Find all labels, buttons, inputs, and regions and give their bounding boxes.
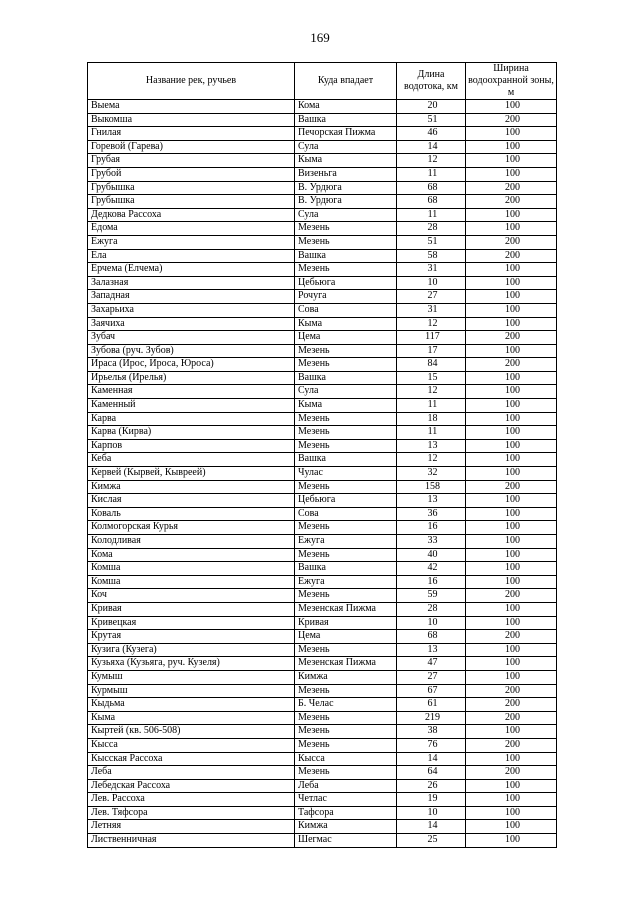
table-row bbox=[88, 548, 557, 562]
cell-river-name: Коч bbox=[88, 589, 295, 603]
cell-length: 13 bbox=[397, 439, 466, 453]
cell-length: 12 bbox=[397, 385, 466, 399]
table-row bbox=[88, 439, 557, 453]
cell-length: 40 bbox=[397, 548, 466, 562]
cell-zone-width: 100 bbox=[466, 507, 557, 521]
cell-flows-into: Сула bbox=[295, 140, 397, 154]
table-row bbox=[88, 303, 557, 317]
table-row bbox=[88, 167, 557, 181]
cell-flows-into: Б. Челас bbox=[295, 698, 397, 712]
header-river-name: Название рек, ручьев bbox=[88, 63, 295, 100]
header-zone-width: Ширина водоохранной зоны, м bbox=[466, 63, 557, 100]
cell-river-name: Кривая bbox=[88, 602, 295, 616]
cell-river-name: Захарьиха bbox=[88, 303, 295, 317]
cell-river-name: Лебедская Рассоха bbox=[88, 779, 295, 793]
cell-flows-into: Мезень bbox=[295, 412, 397, 426]
cell-zone-width: 100 bbox=[466, 385, 557, 399]
cell-length: 11 bbox=[397, 208, 466, 222]
cell-zone-width: 100 bbox=[466, 303, 557, 317]
cell-zone-width: 100 bbox=[466, 535, 557, 549]
cell-flows-into: Вашка bbox=[295, 249, 397, 263]
cell-river-name: Лиственничная bbox=[88, 834, 295, 848]
cell-flows-into: Тафсора bbox=[295, 806, 397, 820]
cell-zone-width: 100 bbox=[466, 100, 557, 114]
cell-river-name: Кысская Рассоха bbox=[88, 752, 295, 766]
cell-length: 10 bbox=[397, 806, 466, 820]
cell-length: 15 bbox=[397, 371, 466, 385]
cell-zone-width: 100 bbox=[466, 127, 557, 141]
cell-length: 14 bbox=[397, 140, 466, 154]
rivers-table bbox=[87, 62, 557, 848]
cell-length: 12 bbox=[397, 317, 466, 331]
cell-river-name: Лев. Рассоха bbox=[88, 793, 295, 807]
cell-flows-into: В. Урдюга bbox=[295, 181, 397, 195]
cell-flows-into: Чулас bbox=[295, 467, 397, 481]
cell-zone-width: 100 bbox=[466, 616, 557, 630]
cell-flows-into: Вашка bbox=[295, 113, 397, 127]
header-flows-into: Куда впадает bbox=[295, 63, 397, 100]
cell-length: 10 bbox=[397, 616, 466, 630]
cell-length: 51 bbox=[397, 235, 466, 249]
table-row bbox=[88, 535, 557, 549]
cell-zone-width: 100 bbox=[466, 806, 557, 820]
table-row bbox=[88, 235, 557, 249]
cell-river-name: Дедкова Рассоха bbox=[88, 208, 295, 222]
cell-flows-into: Сова bbox=[295, 303, 397, 317]
cell-length: 68 bbox=[397, 181, 466, 195]
cell-zone-width: 100 bbox=[466, 290, 557, 304]
table-row bbox=[88, 494, 557, 508]
cell-zone-width: 100 bbox=[466, 548, 557, 562]
cell-length: 36 bbox=[397, 507, 466, 521]
cell-river-name: Кимжа bbox=[88, 480, 295, 494]
cell-length: 19 bbox=[397, 793, 466, 807]
cell-flows-into: Мезень bbox=[295, 766, 397, 780]
table-row bbox=[88, 711, 557, 725]
cell-river-name: Гнилая bbox=[88, 127, 295, 141]
cell-flows-into: Кимжа bbox=[295, 670, 397, 684]
table-row bbox=[88, 752, 557, 766]
cell-flows-into: Мезень bbox=[295, 344, 397, 358]
table-row bbox=[88, 738, 557, 752]
cell-length: 10 bbox=[397, 276, 466, 290]
cell-flows-into: Мезень bbox=[295, 358, 397, 372]
cell-river-name: Кузьяха (Кузьяга, руч. Кузеля) bbox=[88, 657, 295, 671]
cell-river-name: Колодливая bbox=[88, 535, 295, 549]
cell-flows-into: Мезень bbox=[295, 222, 397, 236]
table-row bbox=[88, 290, 557, 304]
cell-length: 11 bbox=[397, 399, 466, 413]
cell-flows-into: Мезень bbox=[295, 521, 397, 535]
cell-flows-into: Кысса bbox=[295, 752, 397, 766]
cell-zone-width: 100 bbox=[466, 412, 557, 426]
cell-zone-width: 100 bbox=[466, 263, 557, 277]
table-row bbox=[88, 834, 557, 848]
cell-flows-into: Кыма bbox=[295, 317, 397, 331]
table-row bbox=[88, 684, 557, 698]
table-row bbox=[88, 344, 557, 358]
cell-river-name: Кыдьма bbox=[88, 698, 295, 712]
cell-river-name: Коваль bbox=[88, 507, 295, 521]
table-row bbox=[88, 208, 557, 222]
cell-river-name: Лев. Тяфсора bbox=[88, 806, 295, 820]
cell-length: 68 bbox=[397, 195, 466, 209]
cell-flows-into: Мезень bbox=[295, 738, 397, 752]
cell-river-name: Зубова (руч. Зубов) bbox=[88, 344, 295, 358]
cell-zone-width: 100 bbox=[466, 222, 557, 236]
header-length: Длина водотока, км bbox=[397, 63, 466, 100]
cell-river-name: Горевой (Гарева) bbox=[88, 140, 295, 154]
table-row bbox=[88, 358, 557, 372]
table-row bbox=[88, 181, 557, 195]
cell-zone-width: 200 bbox=[466, 331, 557, 345]
cell-river-name: Кыртей (кв. 506-508) bbox=[88, 725, 295, 739]
table-header-row bbox=[88, 63, 557, 100]
table-row bbox=[88, 616, 557, 630]
cell-length: 25 bbox=[397, 834, 466, 848]
cell-flows-into: Мезень bbox=[295, 589, 397, 603]
cell-zone-width: 100 bbox=[466, 670, 557, 684]
table-row bbox=[88, 317, 557, 331]
cell-flows-into: Цема bbox=[295, 630, 397, 644]
cell-zone-width: 100 bbox=[466, 467, 557, 481]
cell-length: 16 bbox=[397, 521, 466, 535]
cell-flows-into: Кыма bbox=[295, 154, 397, 168]
table-row bbox=[88, 453, 557, 467]
cell-river-name: Леба bbox=[88, 766, 295, 780]
cell-flows-into: Шегмас bbox=[295, 834, 397, 848]
cell-flows-into: Мезень bbox=[295, 548, 397, 562]
table-row bbox=[88, 263, 557, 277]
cell-length: 61 bbox=[397, 698, 466, 712]
cell-zone-width: 100 bbox=[466, 562, 557, 576]
cell-length: 28 bbox=[397, 602, 466, 616]
cell-flows-into: Мезень bbox=[295, 263, 397, 277]
cell-flows-into: Цебьюга bbox=[295, 494, 397, 508]
table-row bbox=[88, 331, 557, 345]
table-row bbox=[88, 766, 557, 780]
cell-flows-into: Цема bbox=[295, 331, 397, 345]
cell-zone-width: 200 bbox=[466, 235, 557, 249]
cell-zone-width: 200 bbox=[466, 711, 557, 725]
cell-flows-into: Мезень bbox=[295, 684, 397, 698]
cell-length: 27 bbox=[397, 670, 466, 684]
cell-flows-into: Сула bbox=[295, 385, 397, 399]
cell-zone-width: 200 bbox=[466, 766, 557, 780]
cell-length: 33 bbox=[397, 535, 466, 549]
table-row bbox=[88, 820, 557, 834]
cell-length: 51 bbox=[397, 113, 466, 127]
table-row bbox=[88, 412, 557, 426]
cell-length: 27 bbox=[397, 290, 466, 304]
cell-length: 11 bbox=[397, 167, 466, 181]
cell-river-name: Кузига (Кузега) bbox=[88, 643, 295, 657]
cell-length: 67 bbox=[397, 684, 466, 698]
cell-zone-width: 200 bbox=[466, 738, 557, 752]
cell-length: 158 bbox=[397, 480, 466, 494]
cell-river-name: Грубышка bbox=[88, 181, 295, 195]
cell-zone-width: 100 bbox=[466, 602, 557, 616]
cell-river-name: Кумыш bbox=[88, 670, 295, 684]
cell-zone-width: 100 bbox=[466, 657, 557, 671]
cell-length: 14 bbox=[397, 820, 466, 834]
table-row bbox=[88, 698, 557, 712]
cell-length: 18 bbox=[397, 412, 466, 426]
cell-length: 68 bbox=[397, 630, 466, 644]
cell-zone-width: 200 bbox=[466, 684, 557, 698]
cell-length: 31 bbox=[397, 263, 466, 277]
table-row bbox=[88, 521, 557, 535]
cell-river-name: Грубая bbox=[88, 154, 295, 168]
cell-length: 13 bbox=[397, 494, 466, 508]
table-row bbox=[88, 725, 557, 739]
cell-river-name: Ела bbox=[88, 249, 295, 263]
cell-length: 14 bbox=[397, 752, 466, 766]
cell-river-name: Карва bbox=[88, 412, 295, 426]
cell-flows-into: Мезенская Пижма bbox=[295, 657, 397, 671]
table-row bbox=[88, 276, 557, 290]
cell-zone-width: 100 bbox=[466, 276, 557, 290]
table-row bbox=[88, 779, 557, 793]
table-row bbox=[88, 371, 557, 385]
table-row bbox=[88, 222, 557, 236]
cell-length: 12 bbox=[397, 154, 466, 168]
cell-zone-width: 100 bbox=[466, 521, 557, 535]
cell-zone-width: 100 bbox=[466, 834, 557, 848]
cell-flows-into: Ежуга bbox=[295, 535, 397, 549]
cell-length: 58 bbox=[397, 249, 466, 263]
table-row bbox=[88, 140, 557, 154]
cell-length: 28 bbox=[397, 222, 466, 236]
cell-zone-width: 200 bbox=[466, 480, 557, 494]
cell-zone-width: 200 bbox=[466, 113, 557, 127]
cell-length: 26 bbox=[397, 779, 466, 793]
cell-river-name: Едома bbox=[88, 222, 295, 236]
cell-length: 76 bbox=[397, 738, 466, 752]
cell-zone-width: 200 bbox=[466, 630, 557, 644]
cell-river-name: Кислая bbox=[88, 494, 295, 508]
cell-zone-width: 100 bbox=[466, 154, 557, 168]
cell-zone-width: 100 bbox=[466, 344, 557, 358]
cell-flows-into: Леба bbox=[295, 779, 397, 793]
cell-flows-into: Вашка bbox=[295, 371, 397, 385]
cell-river-name: Кервей (Кырвей, Кывреей) bbox=[88, 467, 295, 481]
table-row bbox=[88, 467, 557, 481]
cell-river-name: Грубой bbox=[88, 167, 295, 181]
cell-river-name: Карва (Кирва) bbox=[88, 426, 295, 440]
table-row bbox=[88, 127, 557, 141]
cell-length: 32 bbox=[397, 467, 466, 481]
cell-zone-width: 100 bbox=[466, 575, 557, 589]
table-row bbox=[88, 643, 557, 657]
table-row bbox=[88, 426, 557, 440]
table-row bbox=[88, 670, 557, 684]
cell-length: 42 bbox=[397, 562, 466, 576]
cell-zone-width: 200 bbox=[466, 181, 557, 195]
cell-length: 59 bbox=[397, 589, 466, 603]
cell-flows-into: Кимжа bbox=[295, 820, 397, 834]
cell-length: 219 bbox=[397, 711, 466, 725]
cell-zone-width: 100 bbox=[466, 453, 557, 467]
table-row bbox=[88, 562, 557, 576]
table-row bbox=[88, 113, 557, 127]
cell-river-name: Крутая bbox=[88, 630, 295, 644]
cell-length: 117 bbox=[397, 331, 466, 345]
table-row bbox=[88, 806, 557, 820]
cell-river-name: Залазная bbox=[88, 276, 295, 290]
cell-river-name: Грубышка bbox=[88, 195, 295, 209]
cell-river-name: Комша bbox=[88, 575, 295, 589]
cell-flows-into: Кыма bbox=[295, 399, 397, 413]
cell-river-name: Выкомша bbox=[88, 113, 295, 127]
cell-length: 31 bbox=[397, 303, 466, 317]
cell-zone-width: 100 bbox=[466, 167, 557, 181]
table-row bbox=[88, 793, 557, 807]
table-row bbox=[88, 154, 557, 168]
cell-flows-into: Четлас bbox=[295, 793, 397, 807]
cell-flows-into: Цебьюга bbox=[295, 276, 397, 290]
cell-length: 16 bbox=[397, 575, 466, 589]
cell-river-name: Заячиха bbox=[88, 317, 295, 331]
cell-flows-into: Мезень bbox=[295, 643, 397, 657]
cell-length: 17 bbox=[397, 344, 466, 358]
cell-flows-into: Вашка bbox=[295, 453, 397, 467]
cell-river-name: Ираса (Ирос, Ироса, Юроса) bbox=[88, 358, 295, 372]
cell-flows-into: Рочуга bbox=[295, 290, 397, 304]
cell-zone-width: 100 bbox=[466, 779, 557, 793]
cell-zone-width: 100 bbox=[466, 371, 557, 385]
cell-length: 20 bbox=[397, 100, 466, 114]
table-row bbox=[88, 602, 557, 616]
table-row bbox=[88, 195, 557, 209]
cell-flows-into: Мезень bbox=[295, 235, 397, 249]
cell-flows-into: В. Урдюга bbox=[295, 195, 397, 209]
cell-flows-into: Кривая bbox=[295, 616, 397, 630]
page-number: 169 bbox=[310, 30, 330, 45]
cell-river-name: Комша bbox=[88, 562, 295, 576]
cell-zone-width: 200 bbox=[466, 358, 557, 372]
cell-zone-width: 100 bbox=[466, 439, 557, 453]
cell-river-name: Летняя bbox=[88, 820, 295, 834]
cell-flows-into: Сула bbox=[295, 208, 397, 222]
cell-zone-width: 100 bbox=[466, 643, 557, 657]
cell-flows-into: Печорская Пижма bbox=[295, 127, 397, 141]
table-row bbox=[88, 100, 557, 114]
table-row bbox=[88, 589, 557, 603]
cell-zone-width: 100 bbox=[466, 793, 557, 807]
table-row bbox=[88, 249, 557, 263]
cell-river-name: Ерчема (Елчема) bbox=[88, 263, 295, 277]
table-row bbox=[88, 480, 557, 494]
table-row bbox=[88, 575, 557, 589]
cell-zone-width: 100 bbox=[466, 208, 557, 222]
cell-flows-into: Мезень bbox=[295, 711, 397, 725]
cell-flows-into: Кома bbox=[295, 100, 397, 114]
table-row bbox=[88, 507, 557, 521]
cell-flows-into: Мезень bbox=[295, 480, 397, 494]
cell-river-name: Каменный bbox=[88, 399, 295, 413]
cell-length: 47 bbox=[397, 657, 466, 671]
cell-zone-width: 100 bbox=[466, 426, 557, 440]
cell-zone-width: 100 bbox=[466, 140, 557, 154]
cell-zone-width: 200 bbox=[466, 698, 557, 712]
cell-river-name: Курмыш bbox=[88, 684, 295, 698]
cell-length: 84 bbox=[397, 358, 466, 372]
cell-zone-width: 100 bbox=[466, 820, 557, 834]
cell-zone-width: 100 bbox=[466, 752, 557, 766]
cell-river-name: Выема bbox=[88, 100, 295, 114]
cell-length: 11 bbox=[397, 426, 466, 440]
cell-zone-width: 100 bbox=[466, 725, 557, 739]
cell-river-name: Каменная bbox=[88, 385, 295, 399]
cell-river-name: Колмогорская Курья bbox=[88, 521, 295, 535]
cell-flows-into: Сова bbox=[295, 507, 397, 521]
cell-length: 13 bbox=[397, 643, 466, 657]
cell-zone-width: 100 bbox=[466, 317, 557, 331]
cell-river-name: Кыма bbox=[88, 711, 295, 725]
cell-zone-width: 200 bbox=[466, 195, 557, 209]
cell-river-name: Ирьелья (Ирелья) bbox=[88, 371, 295, 385]
cell-river-name: Кеба bbox=[88, 453, 295, 467]
table-row bbox=[88, 657, 557, 671]
cell-river-name: Кривецкая bbox=[88, 616, 295, 630]
cell-zone-width: 200 bbox=[466, 249, 557, 263]
cell-length: 12 bbox=[397, 453, 466, 467]
cell-river-name: Карпов bbox=[88, 439, 295, 453]
table-row bbox=[88, 399, 557, 413]
cell-river-name: Ежуга bbox=[88, 235, 295, 249]
cell-river-name: Западная bbox=[88, 290, 295, 304]
cell-flows-into: Визеньга bbox=[295, 167, 397, 181]
cell-zone-width: 200 bbox=[466, 589, 557, 603]
cell-flows-into: Мезень bbox=[295, 725, 397, 739]
cell-flows-into: Вашка bbox=[295, 562, 397, 576]
cell-flows-into: Ежуга bbox=[295, 575, 397, 589]
cell-flows-into: Мезень bbox=[295, 439, 397, 453]
table-row bbox=[88, 630, 557, 644]
cell-river-name: Кома bbox=[88, 548, 295, 562]
table-row bbox=[88, 385, 557, 399]
cell-length: 38 bbox=[397, 725, 466, 739]
cell-zone-width: 100 bbox=[466, 399, 557, 413]
cell-river-name: Кысса bbox=[88, 738, 295, 752]
cell-flows-into: Мезенская Пижма bbox=[295, 602, 397, 616]
cell-length: 64 bbox=[397, 766, 466, 780]
cell-flows-into: Мезень bbox=[295, 426, 397, 440]
cell-zone-width: 100 bbox=[466, 494, 557, 508]
cell-river-name: Зубач bbox=[88, 331, 295, 345]
cell-length: 46 bbox=[397, 127, 466, 141]
